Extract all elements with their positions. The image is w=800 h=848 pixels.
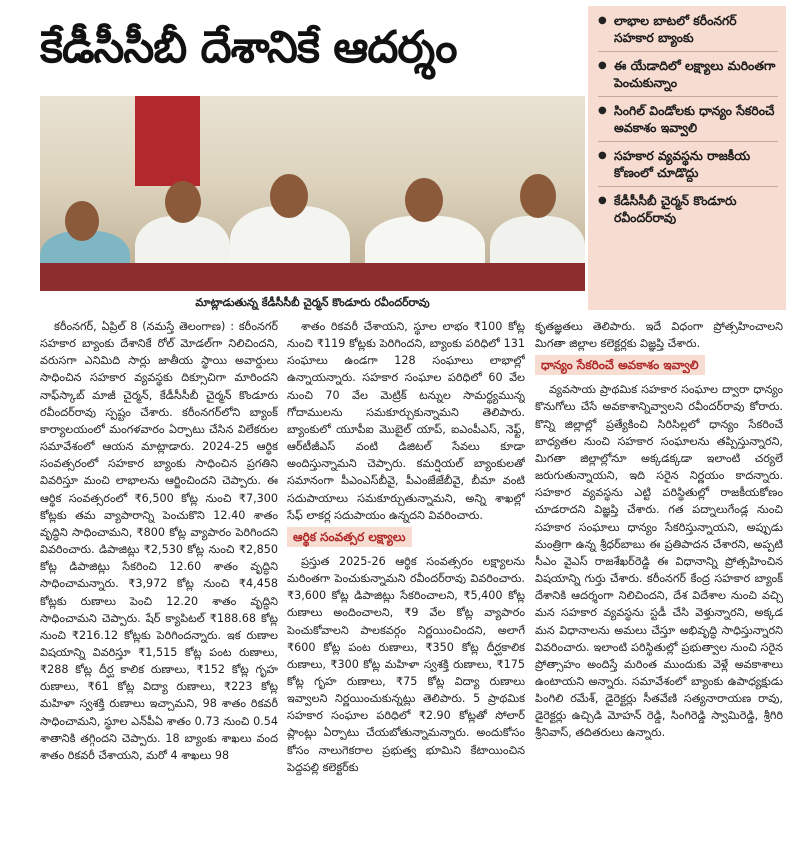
table-shape (40, 263, 585, 291)
highlight-item: ● సహకార వ్యవస్థను రాజకీయ కోణంలో చూడొద్దు (598, 147, 778, 187)
subheading: ధాన్యం సేకరించే అవకాశం ఇవ్వాలి (535, 355, 705, 375)
article-paragraph: ప్రస్తుత 2025-26 ఆర్థిక సంవత్సరం లక్ష్యాలను మరింతగా పెంచుకున్నామని రవీందర్‌రావు వివరించారు. ₹3,600 కోట్ల డిపాజిట్లు సేకరించాలని, ₹5,400 కోట్ల రుణాలు అందించాలని, ₹9 వేల కోట్ల వ్యాపారం పెంచుకోవాలని పాలకవర్గం నిర్ణయించిందని, అలాగే ₹600 కోట్ల పంట రుణాలు, ₹350 కోట్ల దీర్ఘకాలిక రుణాలు, ₹300 కోట్ల మహిళా స్వశక్తి రుణాలు, ₹175 కోట్ల గృహ రుణాలు, ₹75 కోట్ల విద్యా రుణాలు ఇవ్వాలని నిర్ణయించుకున్నట్లు తెలిపారు. 5 ప్రాథమిక సహకార సంఘాల పరిధిలో ₹2.90 కోట్లతో సోలార్ ప్లాంట్లు ఏర్పాటు చేయబోతున్నామన్నారు. అందుకోసం కోసం నాలుగెకరాల ప్రభుత్వ భూమిని కేటాయించిన పెద్దపల్లి కలెక్టర్‌కు (287, 554, 525, 774)
person-head (270, 174, 308, 218)
subheading: ఆర్థిక సంవత్సర లక్ష్యాలు (287, 527, 412, 547)
person-head (405, 178, 443, 222)
press-conference-photo (40, 96, 585, 291)
article-column-3 (535, 318, 783, 838)
article-paragraph: శాతం రికవరీ చేశాయని, స్థూల లాభం ₹100 కోట్ల నుంచి ₹119 కోట్లకు పెరిగిందని, బ్యాంకు పరిధిలో 131 సంఘాలు ఉండగా 128 సంఘాలు లాభాల్లో ఉన్నాయన్నారు. సహకార సంఘాల పరిధిలో 60 వేల నుంచి 70 వేల మెట్రిక్ టన్నుల సామర్థ్యమున్న గోదాములను సమకూర్చుకున్నామని తెలిపారు. బ్యాంకులో యూపీఐ మొబైల్ యాప్, ఐఎంపీఎస్, నెఫ్ట్, ఆర్‌టీజీఎస్ వంటి డిజిటల్ సేవలు కూడా అందిస్తున్నామని చెప్పారు. కమర్షియల్ బ్యాంకులతో సమానంగా పీఎంఎస్‌బీవై, పీఎంజేజేబీవై, బీమా వంటి సదుపాయాలు సమకూర్చుతున్నామని, అన్ని శాఖల్లో సేఫ్ లాకర్ల సదుపాయం ఉన్నదని వివరించారు. (287, 320, 525, 522)
article-column-2 (287, 318, 525, 838)
highlights-box (588, 6, 786, 310)
highlight-item: ● కేడీసీసీబీ చైర్మన్ కొండూరు రవీందర్‌రావు (598, 192, 778, 231)
photo-caption: మాట్లాడుతున్న కేడీసీసీబీ చైర్మన్ కొండూరు రవీందర్‌రావు (195, 296, 430, 309)
person-head (165, 181, 201, 223)
article-paragraph: కరీంనగర్, ఏప్రిల్ 8 (నమస్తే తెలంగాణ) : కరీంనగర్ సహకార బ్యాంకు దేశానికే రోల్ మోడల్‌గా నిలిచిందని, వరుసగా ఎనిమిది సార్లు జాతీయ స్థాయి అవార్డులు సాధించిన సహకార వ్యవస్థకు దిక్సూచిగా మారిందని నాఫ్‌స్కాబ్ మాజీ చైర్మన్, కేడీసీసీబీ చైర్మన్ కొండూరు రవీందర్‌రావు స్పష్టం చేశారు. కరీంనగర్‌లోని బ్యాంక్ కార్యాలయంలో మంగళవారం ఏర్పాటు చేసిన విలేకరుల సమావేశంలో ఆయన మాట్లాడారు. 2024-25 ఆర్థిక సంవత్సరంలో సహకార బ్యాంకు సాధించిన ప్రగతిని వివరిస్తూ మంచి లాభాలను ఆర్జించిందని చెప్పారు. ఈ ఆర్థిక సంవత్సరంలో ₹6,500 కోట్ల నుంచి ₹7,300 కోట్లకు తమ వ్యాపారాన్ని పెంచుకొని 12.40 శాతం వృద్ధిని సాధించామని, ₹800 కోట్ల వ్యాపారం పెరిగిందని వివరించారు. డిపాజిట్లు ₹2,530 కోట్ల నుంచి ₹2,850 కోట్ల డిపాజిట్లు సేకరించి 12.60 శాతం వృద్ధిని సాధించామన్నారు. ₹3,972 కోట్ల నుంచి ₹4,458 కోట్లకు రుణాలు పెంచి 12.20 శాతం వృద్ధిని సాధించామని చెప్పారు. షేర్ క్యాపిటల్ ₹188.68 కోట్ల నుంచి ₹216.12 కోట్లకు పెరిగిందన్నారు. ఇక రుణాల విషయాన్ని వివరిస్తూ ₹1,515 కోట్ల పంట రుణాలు, ₹288 కోట్ల దీర్ఘ కాలిక రుణాలు, ₹152 కోట్ల గృహ రుణాలు, ₹61 కోట్ల విద్యా రుణాలు, ₹223 కోట్ల మహిళా స్వశక్తి రుణాలు ఇచ్చామని, 98 శాతం రికవరీ సాధించామని, స్థూల ఎన్‌పీఏ శాతం 0.73 నుంచి 0.54 శాతానికి తగ్గిందని చెప్పారు. 18 బ్యాంకు శాఖలు వంద శాతం రికవరీ చేశాయని, మరో 4 శాఖలు 98 (40, 320, 278, 762)
highlight-item: ● సింగిల్ విండోలకు ధాన్యం సేకరించే అవకాశం ఇవ్వాలి (598, 102, 778, 142)
article-paragraph: వ్యవసాయ ప్రాథమిక సహకార సంఘాల ద్వారా ధాన్యం కొనుగోలు చేసే అవకాశాన్నివ్వాలని రవీందర్‌రావు కోరారు. కొన్ని జిల్లాల్లో ప్రత్యేకించి సిరిసిల్లలో ధాన్యం సేకరించే బాధ్యతల నుంచి సహకార సంఘాలను తప్పిస్తున్నారని, మిగతా జిల్లాల్లోనూ అక్కడక్కడా ఇలాంటి చర్యలే జరుగుతున్నాయని, ఇది సరైన నిర్ణయం కాదన్నారు. సహకార వ్యవస్థను ఎట్టి పరిస్థితుల్లో రాజకీయకోణం చూడరాదని విజ్ఞప్తి చేశారు. గత పద్నాలుగేండ్ల నుంచి సహకార సంఘాలు ధాన్యం సేకరిస్తున్నాయని, అప్పుడు మంత్రిగా ఉన్న శ్రీధర్‌బాబు ఈ ప్రతిపాదన చేశారని, అప్పటి సీఎం వైఎస్ రాజశేఖర్‌రెడ్డి ఈ విధానాన్ని ప్రోత్సహించిన విషయాన్ని గుర్తు చేశారు. కరీంనగర్ కేంద్ర సహకార బ్యాంక్ దేశానికి ఆదర్శంగా నిలిచిందని, దేశ విదేశాల నుంచి వచ్చి మన సహకార వ్యవస్థను స్టడీ చేసి వెళ్తున్నారని, అక్కడ మన విధానాలను అమలు చేస్తూ అభివృద్ధి సాధిస్తున్నారని వివరించారు. ఇలాంటి పరిస్థితుల్లో ప్రభుత్వాల నుంచి సరైన ప్రోత్సాహం అందిస్తే మరింత ముందుకు వెళ్లే అవకాశాలు ఉంటాయని అన్నారు. సమావేశంలో బ్యాంకు ఉపాధ్యక్షుడు పింగిలి రమేశ్, డైరెక్టర్లు సీతవేణి సత్యనారాయణ రావు, డైరెక్టర్లు ఉచ్చిడి మోహన్ రెడ్డి, సింగిరెడ్డి స్వామిరెడ్డి, శ్రీగిరి శ్రీనివాస్, తదితరులు ఉన్నారు. (535, 383, 783, 740)
article-paragraph: కృతజ్ఞతలు తెలిపారు. ఇదే విధంగా ప్రోత్సహించాలని మిగతా జిల్లాల కలెక్టర్లకు విజ్ఞప్తి చేశారు. (535, 320, 783, 351)
headline: కేడీసీసీబీ దేశానికే ఆదర్శం (40, 22, 457, 73)
highlight-item: ● లాభాల బాటలో కరీంనగర్ సహకార బ్యాంకు (598, 12, 778, 52)
curtain-shape (135, 96, 200, 186)
article-column-1 (40, 318, 278, 838)
person-head (520, 174, 556, 218)
person-head (65, 201, 99, 241)
highlight-item: ● ఈ యేడాదిలో లక్ష్యాలు మరింతగా పెంచుకున్నాం (598, 57, 778, 97)
